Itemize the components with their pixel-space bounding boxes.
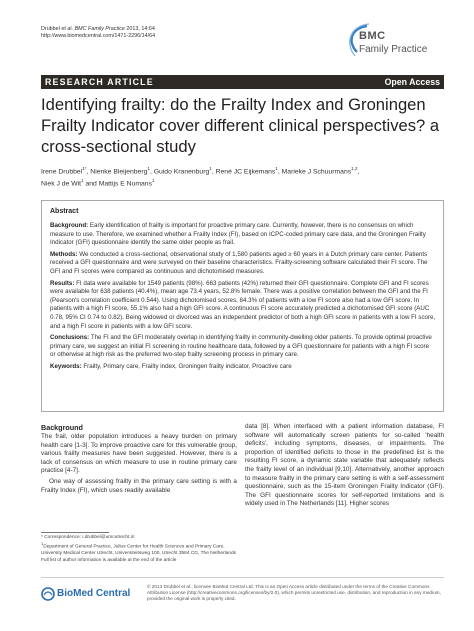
- article-type-banner: [41, 75, 444, 89]
- footnotes: [41, 535, 237, 564]
- journal-logo-name: Family Practice: [359, 44, 428, 55]
- abstract-heading: Abstract: [50, 208, 79, 215]
- citation-journal: BMC Family Practice: [74, 26, 125, 32]
- abstract-section-text: Frailty, Primary care, Frailty index, Groningen frailty indicator, Proactive care: [83, 362, 292, 370]
- citation-authors: Drubbel et al.: [41, 26, 74, 32]
- body-paragraph: One way of assessing frailty in the primary care setting is with a Frailty Index (FI), which uses readily available: [41, 477, 237, 494]
- author-affiliation-sup: 1: [147, 166, 150, 171]
- author-affiliation-sup: 1: [209, 166, 212, 171]
- abstract-methods: [50, 251, 436, 277]
- body-paragraph: data [8]. When interfaced with a patient information database, FI software will automatically screen patients for so-called 'health deficits', including symptoms, diseases, or impairments. The proportion of identified deficits to those in the predefined list is the resulting FI score, a dynamic state variable that adequately reflects the frailty level of an individual [9,10]. Alternatively, another approach to measure frailty in the primary care setting is with a self-assessment questionnaire, such as the 15-item Groningen Frailty Indicator (GFI). The GFI questionnaire scores for self-reported limitations and is widely used in The Netherlands [11]. Higher scores: [245, 423, 444, 508]
- author-affiliation-sup: 1: [275, 166, 278, 171]
- affiliation-sup: 1: [41, 541, 44, 547]
- author-name[interactable]: , René JC Eijkemans: [211, 168, 276, 176]
- abstract-section-text: Early identification of frailty is important for proactive primary care. Currently, however, there is no consensus on which measure to use. Therefore, we examined whether a Frailty Index (FI), based on ICPC-coded primary care data, and the Groningen Frailty Indicator (GFI) questionnaire identify the same older people as frail.: [50, 222, 426, 247]
- abstract-body: [50, 222, 436, 375]
- affiliation-note: [41, 541, 237, 557]
- section-heading-background: Background: [41, 423, 83, 432]
- abstract-section-text: We conducted a cross-sectional, observational study of 1,580 patients aged ≥ 60 years in a Dutch primary care center. Patients received a GFI questionnaire and were surveyed on their baseline characteristics. Frailty-screening software calculated their FI score. The GFI and FI scores were compared as continuous and dichotomised measures.: [50, 250, 428, 275]
- article-url[interactable]: http://www.biomedcentral.com/1471-2296/14/64: [41, 33, 156, 39]
- correspondence-note[interactable]: * Correspondence: i.drubbel@umcutrecht.nl: [41, 535, 135, 540]
- body-column-right: [245, 423, 444, 509]
- footnote-divider: [41, 532, 109, 533]
- citation-line: [41, 26, 155, 33]
- author-name[interactable]: and Mattijs E Numans: [83, 180, 152, 188]
- license-text: © 2013 Drubbel et al.; licensee BioMed Central Ltd. This is an Open Access article distributed under the terms of the Creative Commons Attribution License (http://creativecommons.org/licenses/by/2.0), which permits unrestricted use, distribution, and reproduction in any medium, provided the original work is properly cited.: [147, 584, 441, 602]
- abstract-section-label: Methods:: [50, 250, 78, 258]
- author-name[interactable]: Irene Drubbel: [41, 168, 83, 176]
- abstract-box: [41, 200, 444, 412]
- abstract-section-label: Background:: [50, 222, 89, 229]
- journal-logo-bmc: BMC: [359, 30, 386, 42]
- author-separator: ,: [357, 168, 360, 176]
- abstract-section-label: Results:: [50, 279, 75, 287]
- abstract-background: [50, 222, 436, 248]
- body-column-left: [41, 433, 237, 497]
- abstract-section-label: Keywords:: [50, 362, 82, 370]
- biomed-central-icon: [41, 587, 55, 601]
- article-type: RESEARCH ARTICLE: [45, 77, 154, 87]
- citation-volume: 2013, 14:64: [126, 26, 155, 32]
- abstract-section-label: Conclusions:: [50, 334, 90, 342]
- author-name[interactable]: , Guido Kranenburg: [149, 168, 210, 176]
- publisher-name: BioMed Central: [57, 588, 131, 599]
- body-paragraph: The frail, older population introduces a heavy burden on primary health care [1-3]. To improve proactive care for this vulnerable group, various frailty measures have been suggested. However, there is a lack of consensus on which measure to use in routine primary care practice [4-7].: [41, 433, 237, 475]
- author-name[interactable]: , Marieke J Schuurmans: [277, 168, 352, 176]
- affiliation-text: Department of General Practice, Julius Center for Health Sciences and Primary Care, University Medical Center Utrecht, Universiteitsweg 100, Utrecht 3584 CG, The Netherlands: [41, 545, 237, 557]
- article-title: Identifying frailty: do the Frailty Index and Groningen Frailty Indicator cover different clinical perspectives? a cross-sectional study: [41, 95, 440, 156]
- open-access-label: Open Access: [384, 77, 440, 87]
- abstract-conclusions: [50, 334, 436, 360]
- footer-divider: [41, 577, 444, 578]
- publisher-logo: [41, 587, 141, 601]
- author-name[interactable]: Niek J de Wit: [41, 180, 82, 188]
- abstract-results: [50, 280, 436, 332]
- author-affiliation-sup: 1*: [82, 166, 87, 171]
- abstract-section-text: The FI and the GFI moderately overlap in identifying frailty in community-dwelling older patients. To provide optimal proactive primary care, we suggest an initial FI screening in routine healthcare data, followed by a GFI questionnaire for patients with a high FI score or otherwise at high risk as the preferred two-step frailty screening process in primary care.: [50, 334, 432, 359]
- author-affiliation-sup: 1: [81, 178, 84, 184]
- author-affiliation-sup: 1,2: [351, 166, 358, 171]
- journal-logo: [343, 22, 443, 68]
- abstract-section-text: FI data were available for 1549 patients (98%). 663 patients (42%) returned their GFI questionnaire. Complete GFI and FI scores were available for 638 patients (40.4%), mean age 73.4 years, 52.8% female. There was a positive correlation between the GFI and the FI (Pearson's correlation coefficient 0.544). Using dichotomised scores, 84.3% of patients with a low FI score also had a low GFI score. In patients with a high FI score, 55.1% also had a high GFI score. A continuous FI score accurately predicted a dichotomised GFI score (AUC 0.78, 95% CI 0.74 to 0.82). Being widowed or divorced was an independent predictor of both a high GFI score in patients with a low FI score, and a high FI score in patients with a low GFI score.: [50, 279, 436, 330]
- author-affiliation-sup: 1: [151, 178, 155, 184]
- author-name[interactable]: , Nienke Bleijenberg: [86, 168, 148, 176]
- abstract-keywords: [50, 363, 436, 372]
- author-list: [41, 164, 451, 189]
- author-info-note: Full list of author information is available at the end of the article: [41, 557, 177, 563]
